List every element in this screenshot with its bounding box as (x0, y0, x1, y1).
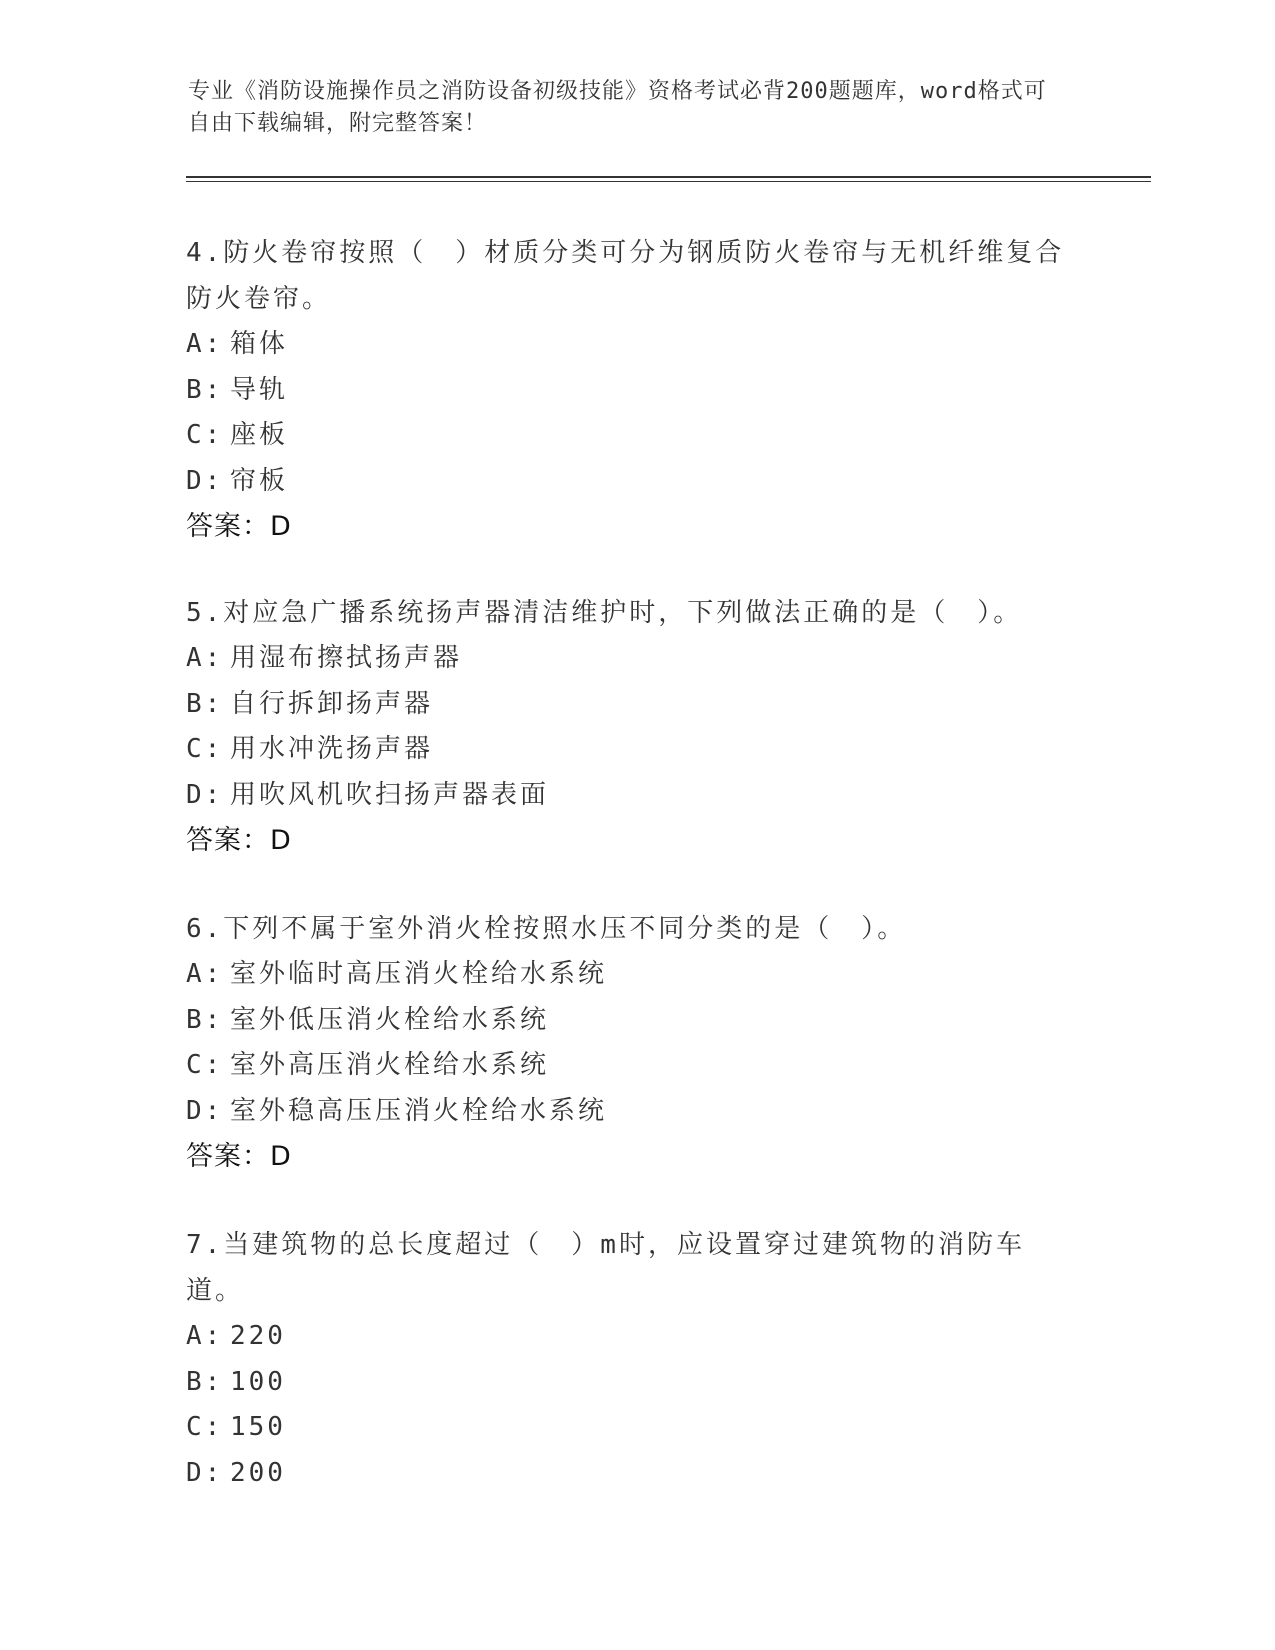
question-stem: 5.对应急广播系统扬声器清洁维护时，下列做法正确的是（ ）。 (186, 598, 1023, 628)
option-text: 导轨 (230, 374, 289, 405)
option-text: 室外临时高压消火栓给水系统 (230, 959, 608, 989)
option-d (186, 773, 1066, 819)
option-a (186, 322, 1066, 368)
header-divider-thick (186, 176, 1151, 178)
option-key: D: (186, 779, 224, 810)
option-key: C: (186, 420, 224, 450)
option-text: 用吹风机吹扫扬声器表面 (230, 779, 550, 810)
question-4 (186, 230, 1066, 550)
option-text: 用水冲洗扬声器 (230, 734, 434, 764)
option-key: B: (186, 688, 224, 719)
option-text: 220 (230, 1321, 286, 1351)
option-key: A: (186, 1321, 224, 1351)
option-text: 帘板 (230, 465, 289, 496)
header-divider-thin (186, 181, 1151, 182)
question-5 (186, 590, 1066, 864)
option-a (186, 1314, 1066, 1360)
option-d (186, 1089, 1066, 1135)
option-key: A: (186, 959, 224, 989)
answer-line: 答案：D (186, 825, 292, 856)
option-b (186, 998, 1066, 1044)
option-c (186, 1405, 1066, 1451)
document-header: 专业《消防设施操作员之消防设备初级技能》资格考试必背200题题库，word格式可自由下载编辑，附完整答案！ (188, 79, 1047, 136)
option-b (186, 682, 1066, 728)
question-6 (186, 906, 1066, 1180)
option-text: 室外高压消火栓给水系统 (230, 1050, 550, 1080)
option-d (186, 459, 1066, 505)
option-b (186, 368, 1066, 414)
option-key: B: (186, 374, 224, 405)
option-c (186, 727, 1066, 773)
answer-line: 答案：D (186, 1141, 292, 1172)
question-7 (186, 1222, 1066, 1496)
option-key: C: (186, 1412, 224, 1442)
option-text: 座板 (230, 420, 289, 450)
option-d (186, 1451, 1066, 1497)
option-c (186, 413, 1066, 459)
option-c (186, 1043, 1066, 1089)
option-b (186, 1360, 1066, 1406)
option-key: C: (186, 734, 224, 764)
option-key: A: (186, 643, 224, 673)
option-text: 室外低压消火栓给水系统 (230, 1004, 550, 1035)
option-text: 箱体 (230, 329, 289, 359)
option-a (186, 952, 1066, 998)
option-text: 用湿布擦拭扬声器 (230, 643, 463, 673)
option-a (186, 636, 1066, 682)
option-key: D: (186, 1095, 224, 1126)
option-key: C: (186, 1050, 224, 1080)
question-stem: 7.当建筑物的总长度超过（ ）m时，应设置穿过建筑物的消防车道。 (186, 1230, 1025, 1306)
option-text: 室外稳高压压消火栓给水系统 (230, 1095, 608, 1126)
option-key: A: (186, 329, 224, 359)
option-text: 自行拆卸扬声器 (230, 688, 434, 719)
option-text: 200 (230, 1457, 286, 1488)
option-key: D: (186, 1457, 224, 1488)
question-stem: 6.下列不属于室外消火栓按照水压不同分类的是（ ）。 (186, 914, 907, 944)
option-key: B: (186, 1366, 224, 1397)
option-text: 150 (230, 1412, 286, 1442)
question-stem: 4.防火卷帘按照（ ）材质分类可分为钢质防火卷帘与无机纤维复合防火卷帘。 (186, 238, 1065, 314)
answer-line: 答案：D (186, 511, 292, 542)
option-key: B: (186, 1004, 224, 1035)
option-text: 100 (230, 1366, 286, 1397)
option-key: D: (186, 465, 224, 496)
